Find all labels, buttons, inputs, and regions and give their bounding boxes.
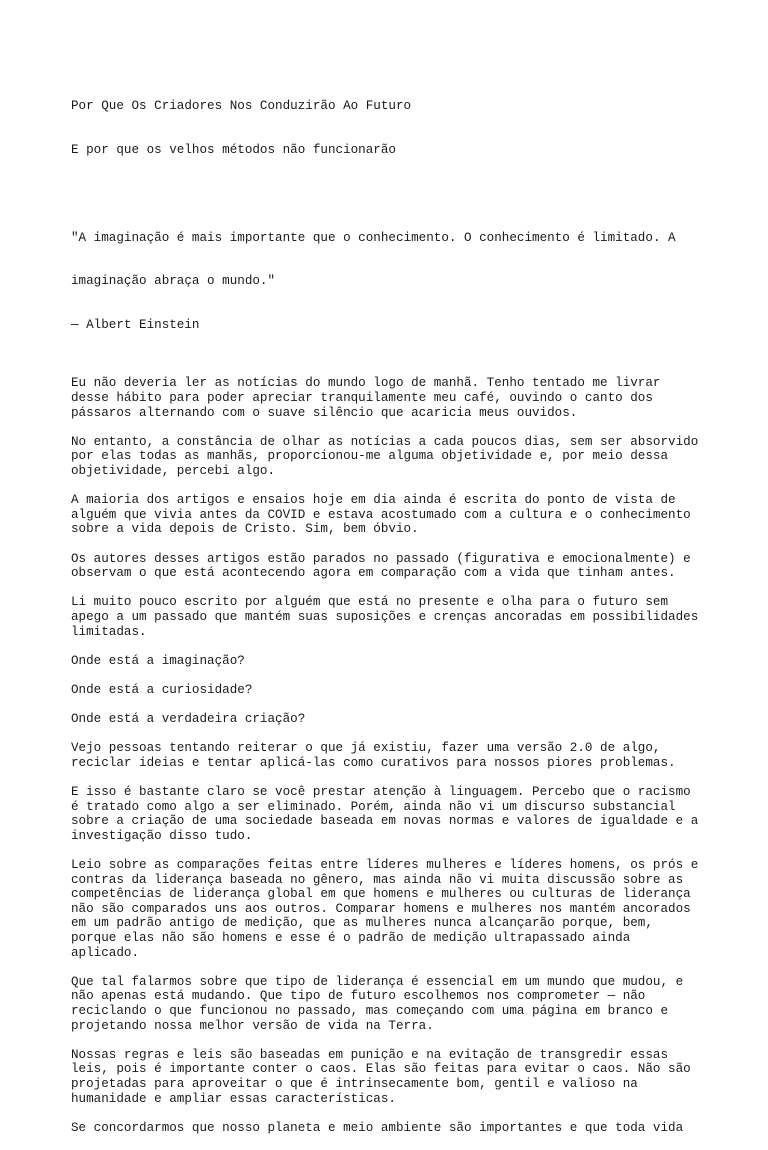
- paragraph: [71, 712, 711, 727]
- paragraph-line: competências de liderança global em que homens e mulheres ou culturas de liderança: [71, 887, 691, 902]
- paragraph: [71, 785, 711, 843]
- paragraph-line: apego a um passado que mantém suas suposições e crenças ancoradas em possibilidades: [71, 609, 699, 624]
- paragraph-line: sobre a vida depois de Cristo. Sim, bem óbvio.: [71, 522, 419, 537]
- paragraph-line: em um padrão antigo de medição, que as mulheres nunca alcançarão porque, bem,: [71, 916, 653, 931]
- quote-author: — Albert Einstein: [71, 318, 200, 333]
- paragraph-line: reciclar ideias e tentar aplicá-las como curativos para nossos piores problemas.: [71, 755, 676, 770]
- paragraph-line: Nossas regras e leis são baseadas em punição e na evitação de transgredir essas: [71, 1047, 669, 1062]
- paragraph-line: por elas todas as manhãs, proporcionou-me alguma objetividade e, por meio dessa: [71, 449, 669, 464]
- paragraph-line: não apenas está mudando. Que tipo de futuro escolhemos nos comprometer — não: [71, 989, 646, 1004]
- paragraph-line: pássaros alternando com o suave silêncio que acaricia meus ouvidos.: [71, 405, 578, 420]
- quote-line: "A imaginação é mais importante que o conhecimento. O conhecimento é limitado. A: [71, 230, 676, 245]
- paragraph-line: alguém que vivia antes da COVID e estava acostumado com a cultura e o conhecimento: [71, 507, 691, 522]
- paragraph: [71, 552, 711, 581]
- paragraph: [71, 741, 711, 770]
- paragraph-line: contras da liderança baseada no gênero, mas ainda não vi muita discussão sobre as: [71, 872, 684, 887]
- document-title: Por Que Os Criadores Nos Conduzirão Ao Futuro: [71, 99, 412, 114]
- paragraph-line: E isso é bastante claro se você prestar atenção à linguagem. Percebo que o racismo: [71, 785, 691, 800]
- paragraph-line: sobre a criação de uma sociedade baseada em novas normas e valores de igualdade e a: [71, 814, 699, 829]
- paragraph-line: Os autores desses artigos estão parados no passado (figurativa e emocionalmente) e: [71, 551, 691, 566]
- paragraph: [71, 595, 711, 639]
- paragraph-line: leis, pois é importante conter o caos. Elas são feitas para evitar o caos. Não são: [71, 1062, 691, 1077]
- paragraph-line: projetando nossa melhor versão de vida na Terra.: [71, 1018, 434, 1033]
- document-page: [71, 70, 711, 1150]
- paragraph-line: Eu não deveria ler as notícias do mundo logo de manhã. Tenho tentado me livrar: [71, 376, 661, 391]
- paragraph: [71, 493, 711, 537]
- paragraph: [71, 435, 711, 479]
- paragraph: [71, 683, 711, 698]
- paragraph-line: Vejo pessoas tentando reiterar o que já existiu, fazer uma versão 2.0 de algo,: [71, 741, 661, 756]
- epigraph-quote: [71, 201, 711, 362]
- paragraph-line: projetadas para aproveitar o que é intrinsecamente bom, gentil e valioso na: [71, 1076, 638, 1091]
- paragraph-line: desse hábito para poder apreciar tranquilamente meu café, ouvindo o canto dos: [71, 391, 653, 406]
- paragraph: [71, 1048, 711, 1106]
- paragraph-line: Li muito pouco escrito por alguém que está no presente e olha para o futuro sem: [71, 595, 669, 610]
- paragraph-line: não são comparados uns aos outros. Comparar homens e mulheres nos mantém ancorados: [71, 901, 691, 916]
- paragraph-line: reciclando o que funcionou no passado, mas começando com uma página em branco e: [71, 1004, 669, 1018]
- paragraph-line: Se concordarmos que nosso planeta e meio ambiente são importantes e que toda vida: [71, 1120, 684, 1135]
- paragraph: [71, 975, 711, 1033]
- paragraph-line: aplicado.: [71, 945, 140, 960]
- paragraph: [71, 654, 711, 669]
- paragraph: [71, 376, 711, 420]
- paragraph-line: Onde está a verdadeira criação?: [71, 712, 306, 727]
- paragraph-line: é tratado como algo a ser eliminado. Porém, ainda não vi um discurso substancial: [71, 799, 676, 814]
- paragraph: [71, 1121, 711, 1136]
- paragraph-line: investigação disso tudo.: [71, 828, 253, 843]
- quote-line: imaginação abraça o mundo.": [71, 274, 276, 289]
- paragraph-line: Leio sobre as comparações feitas entre líderes mulheres e líderes homens, os prós e: [71, 858, 699, 873]
- paragraph-line: porque elas não são homens e esse é o padrão de medição ultrapassado ainda: [71, 931, 631, 946]
- paragraph-line: observam o que está acontecendo agora em comparação com a vida que tinham antes.: [71, 566, 676, 581]
- document-header: [71, 70, 711, 187]
- paragraph-line: A maioria dos artigos e ensaios hoje em dia ainda é escrita do ponto de vista de: [71, 493, 676, 508]
- paragraph-line: limitadas.: [71, 624, 147, 639]
- paragraph-line: humanidade e ampliar essas características.: [71, 1091, 396, 1106]
- paragraph-line: Onde está a curiosidade?: [71, 682, 253, 697]
- document-subtitle: E por que os velhos métodos não funcionarão: [71, 142, 396, 157]
- paragraph-line: objetividade, percebi algo.: [71, 464, 276, 479]
- paragraph-line: Que tal falarmos sobre que tipo de liderança é essencial em um mundo que mudou, e: [71, 974, 684, 989]
- paragraph: [71, 858, 711, 960]
- paragraph-line: No entanto, a constância de olhar as notícias a cada poucos dias, sem ser absorvido: [71, 434, 699, 449]
- paragraph-line: Onde está a imaginação?: [71, 653, 245, 668]
- body-text: [71, 376, 711, 1135]
